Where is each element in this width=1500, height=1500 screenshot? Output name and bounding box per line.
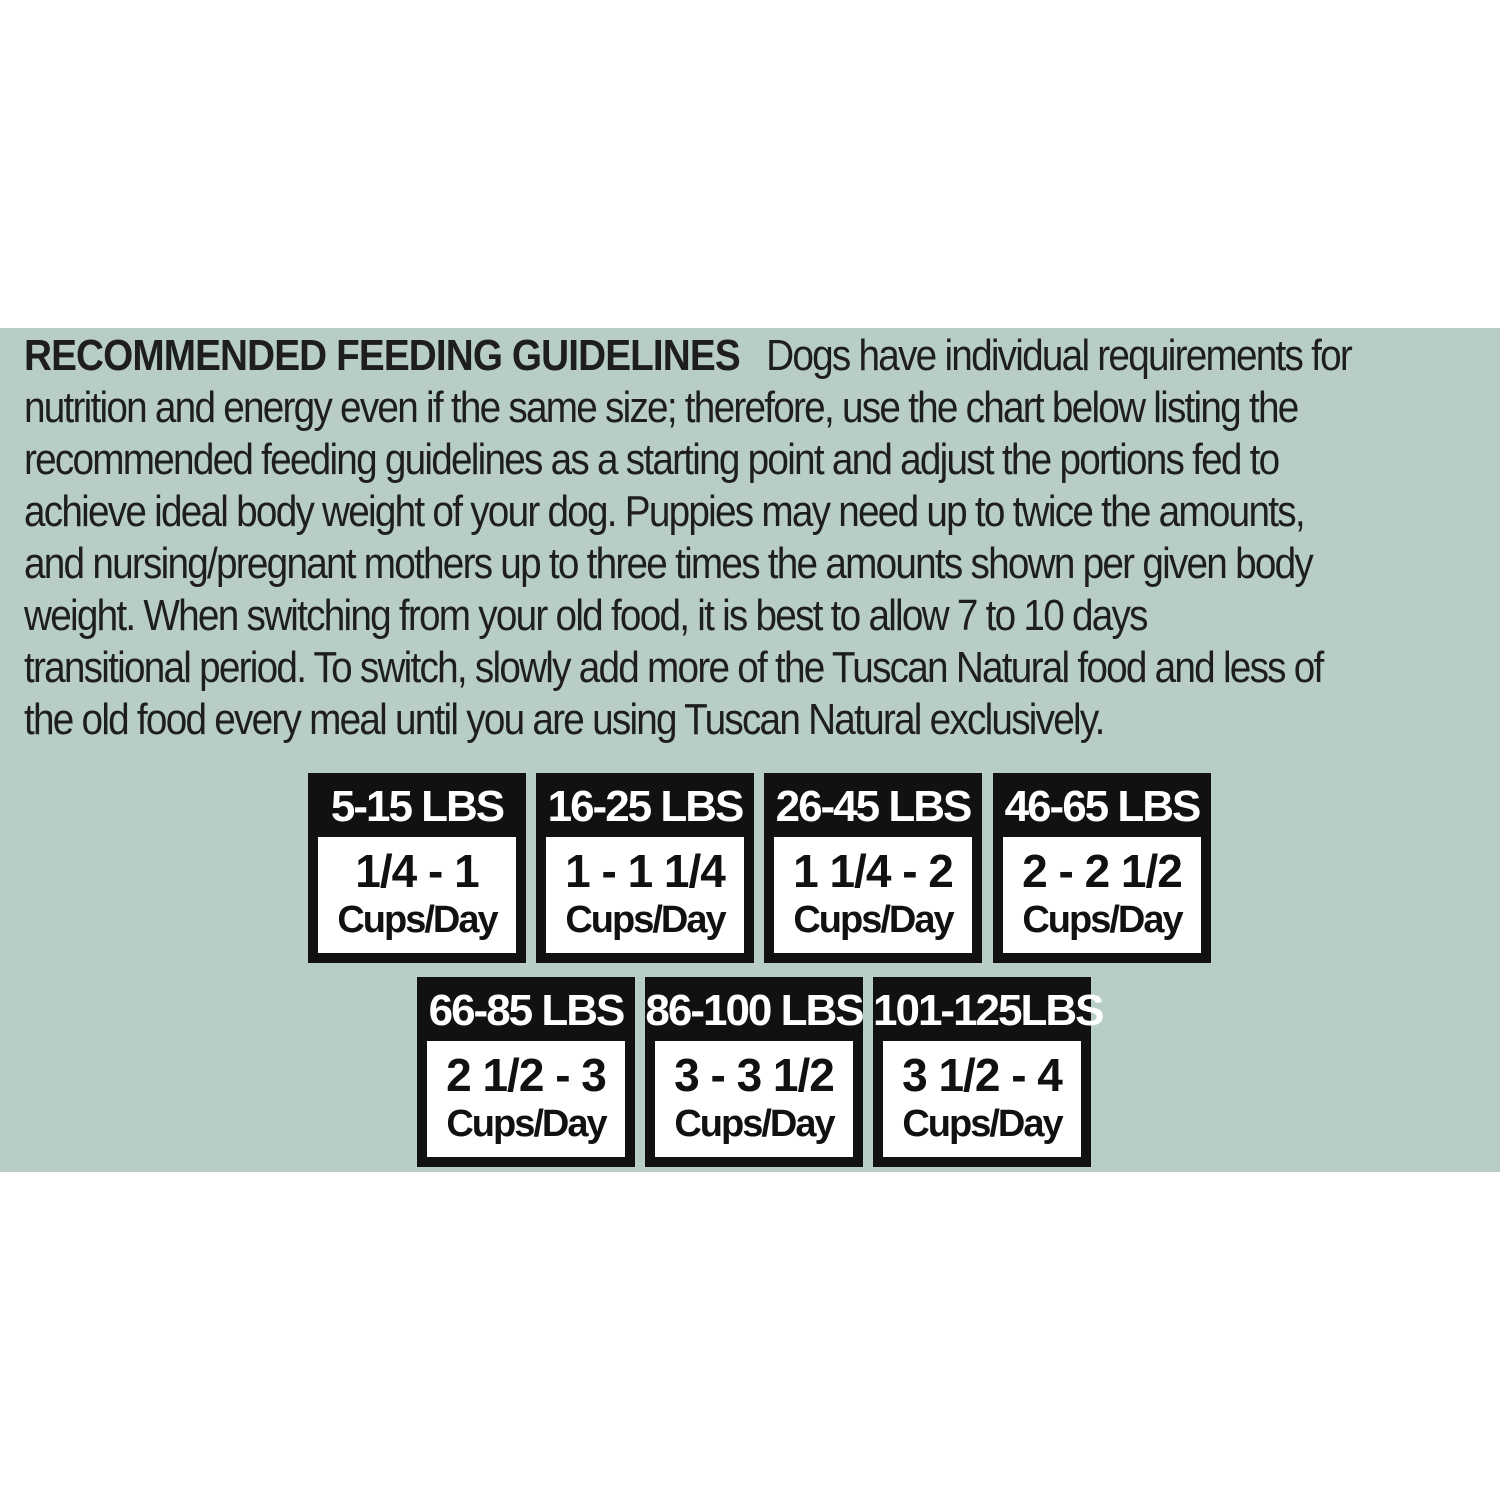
guidelines-text-line: the old food every meal until you are using Tuscan Natural exclusively. [24,695,1104,744]
cups-unit-label: Cups/Day [565,899,725,941]
cups-unit-label: Cups/Day [446,1103,606,1145]
amount-box [546,837,744,953]
cups-amount: 1 1/4 - 2 [793,845,953,897]
amount-box [318,837,516,953]
feeding-card [873,977,1103,1167]
cups-amount: 1 - 1 1/4 [565,845,725,897]
feeding-chart-row-1 [0,773,1500,963]
feeding-card [764,773,982,963]
amount-box [883,1041,1081,1157]
weight-range-label: 66-85 LBS [428,986,624,1035]
weight-range-label: 5-15 LBS [330,782,504,831]
cups-amount: 3 - 3 1/2 [674,1049,834,1101]
weight-range-label: 46-65 LBS [1004,782,1200,831]
guidelines-heading: RECOMMENDED FEEDING GUIDELINES [24,331,740,380]
guidelines-text [24,330,1500,746]
feeding-chart-row-2 [0,977,1500,1167]
cups-amount: 3 1/2 - 4 [902,1049,1062,1101]
feeding-card [417,977,635,1167]
weight-range-label: 26-45 LBS [775,782,971,831]
amount-box [774,837,972,953]
feeding-card [645,977,863,1167]
cups-unit-label: Cups/Day [337,899,497,941]
cups-unit-label: Cups/Day [674,1103,834,1145]
amount-box [1003,837,1201,953]
guidelines-line-1 [24,330,1500,382]
guidelines-text-line: Dogs have individual requirements for [766,331,1352,380]
amount-box [427,1041,625,1157]
cups-amount: 2 1/2 - 3 [446,1049,606,1101]
amount-box [655,1041,853,1157]
guidelines-text-line: nutrition and energy even if the same size; therefore, use the chart below listing the [24,383,1298,432]
guidelines-text-line: recommended feeding guidelines as a starting point and adjust the portions fed to [24,435,1279,484]
cups-unit-label: Cups/Day [902,1103,1062,1145]
weight-range-label: 86-100 LBS [645,986,863,1035]
cups-amount: 1/4 - 1 [355,845,479,897]
guidelines-text-line: achieve ideal body weight of your dog. Puppies may need up to twice the amounts, [24,487,1304,536]
feeding-card [536,773,754,963]
cups-unit-label: Cups/Day [793,899,953,941]
guidelines-text-line: and nursing/pregnant mothers up to three times the amounts shown per given body [24,539,1313,588]
feeding-card [993,773,1211,963]
weight-range-label: 101-125LBS [873,986,1103,1035]
weight-range-label: 16-25 LBS [547,782,743,831]
feeding-card [308,773,526,963]
cups-amount: 2 - 2 1/2 [1022,845,1182,897]
guidelines-text-line: transitional period. To switch, slowly add more of the Tuscan Natural food and less of [24,643,1323,692]
cups-unit-label: Cups/Day [1022,899,1182,941]
guidelines-text-line: weight. When switching from your old food, it is best to allow 7 to 10 days [24,591,1147,640]
